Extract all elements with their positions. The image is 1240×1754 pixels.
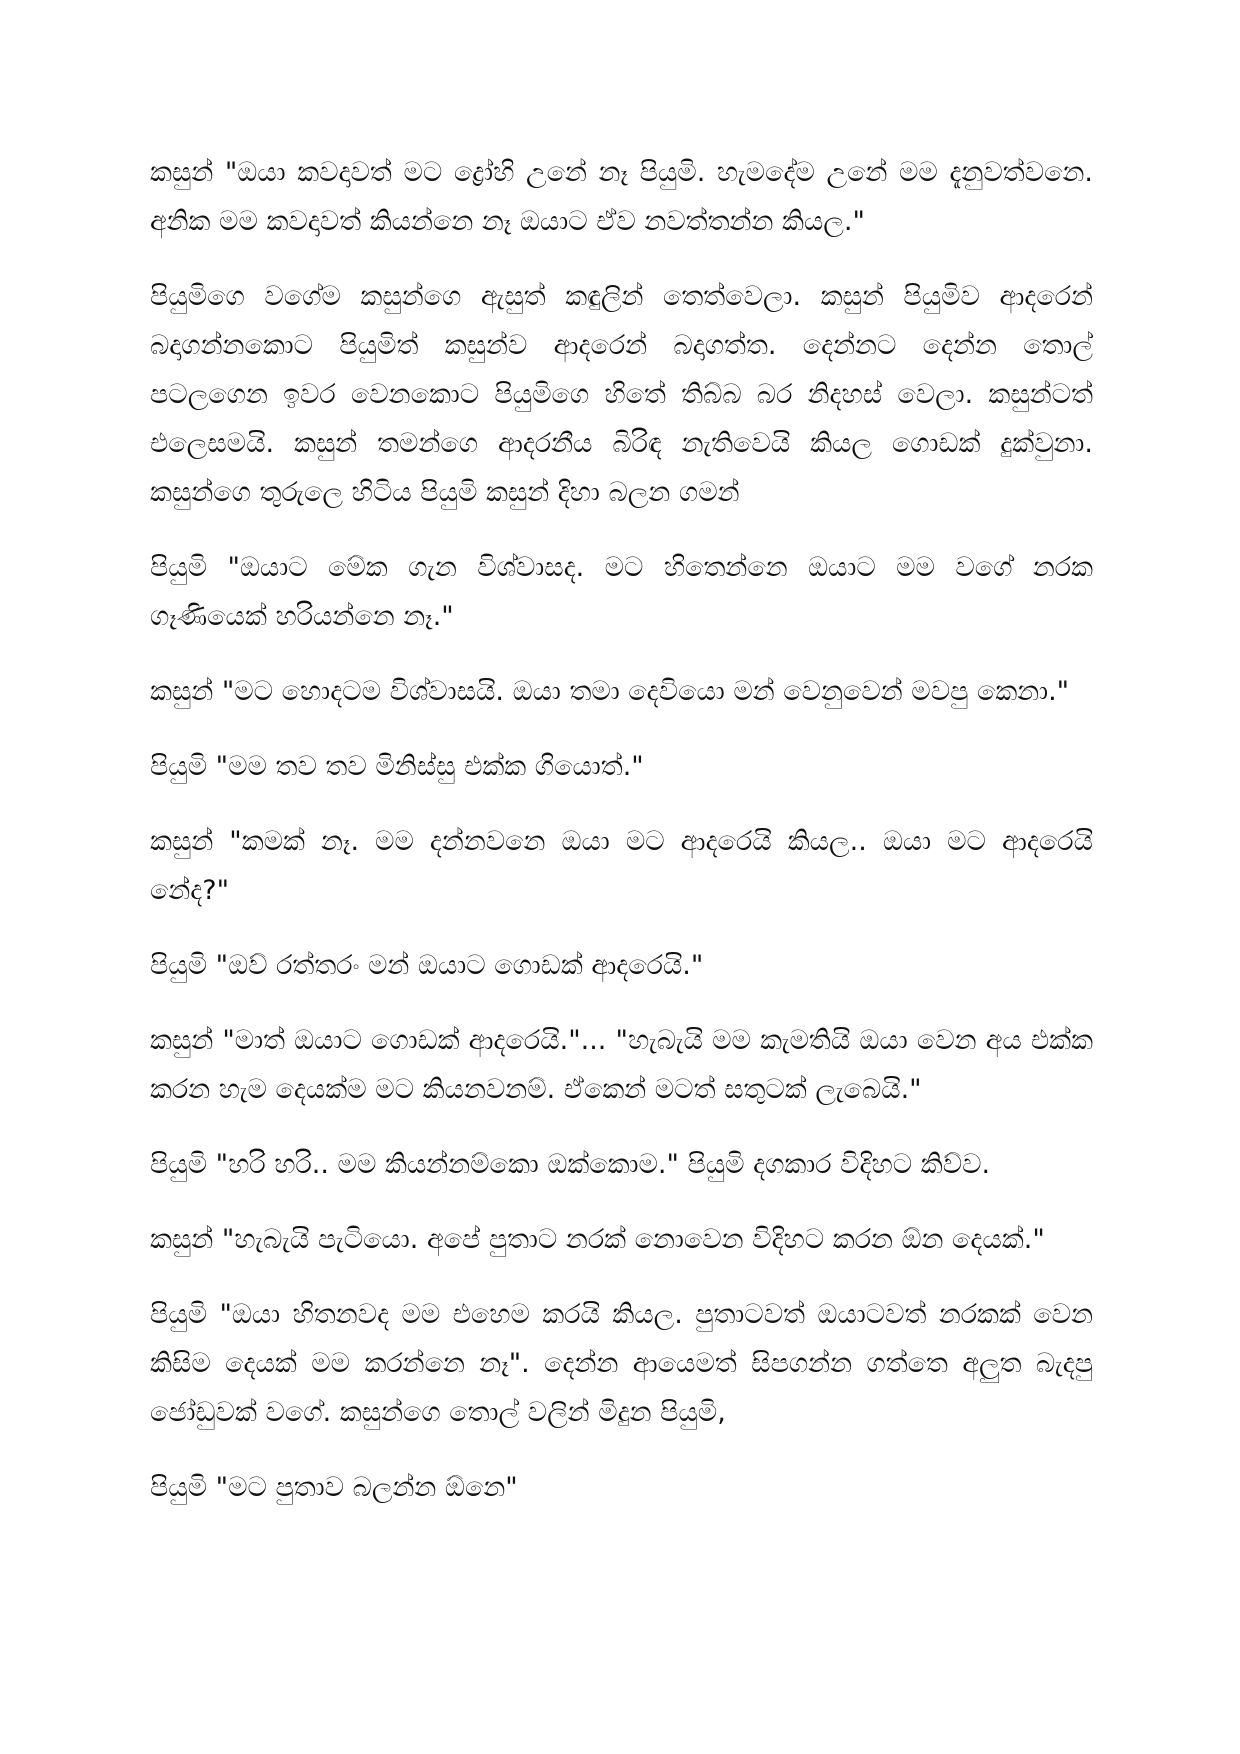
story-body	[150, 148, 1093, 1538]
paragraph: පියුමි "ඔයාට මේක ගැන විශ්වාසද. මට හිතෙන්නෙ ඔයාට මම වගේ නරක ගෑණියෙක් හරියන්නෙ නෑ."	[150, 552, 1093, 632]
paragraph: පියුමි "ඔව් රත්තරං මන් ඔයාට ගොඩක් ආදරෙයි."	[150, 950, 704, 981]
paragraph: කසුන් "ඔයා කවදාවත් මට ද්‍රෝහි උනේ නෑ පියුමි. හැමදේම උනේ මම දැනුවත්වනෙ. අනික මම කවදාවත් කියන්නෙ නෑ ඔයාට ඒව නවත්තන්න කියල."	[150, 157, 1093, 237]
paragraph: පියුමි "මට පුතාව බලන්න ඕනෙ"	[150, 1472, 518, 1503]
paragraph: පියුමිගෙ වගේම කසුන්ගෙ ඇසුත් කඳුලින් තෙත්වෙලා. කසුන් පියුමිව ආදරෙන් බදාගන්නකොට පියුමිත් කසුන්ව ආදරෙන් බදාගත්ත. දෙන්නට දෙන්න තොල් පටලගෙන ඉවර වෙනකොට පියුමිගෙ හිතේ තිබ්බ බර නිදහස් වෙලා. කසුන්ටත් එලෙසමයි. කසුන් තමන්ගෙ ආදරනීය බිරිඳ නැතිවෙයි කියල ගොඩක් දුක්වුනා. කසුන්ගෙ තුරුලෙ හිටිය පියුමි කසුන් දිහා බලන ගමන්	[150, 281, 1093, 508]
paragraph: පියුමි "ඔයා හිතනවද මම එහෙම කරයි කියල. පුතාටවත් ඔයාටවත් නරකක් වෙන කිසිම දෙයක් මම කරන්නෙ නෑ". දෙන්න ආයෙමත් සිපගන්න ගත්තෙ අලුත බැදපු ජෝඩුවක් වගේ. කසුන්ගෙ තොල් වලින් මිදුන පියුමි,	[150, 1299, 1093, 1428]
paragraph: කසුන් "කමක් නෑ. මම දන්නවනෙ ඔයා මට ආදරෙයි කියල.. ඔයා මට ආදරෙයි නේද?"	[150, 826, 1093, 906]
paragraph: කසුන් "මට හොදටම විශ්වාසයි. ඔයා තමා දෙවියො මන් වෙනුවෙන් මවපු කෙනා."	[150, 676, 1070, 707]
paragraph: පියුමි "මම තව තව මිනිස්සු එක්ක ගියොත්."	[150, 751, 644, 782]
paragraph: කසුන් "මාත් ඔයාට ගොඩක් ආදරෙයි."... "හැබැයි මම කැමතියි ඔයා වෙන අය එක්ක කරන හැම දෙයක්ම මට කියනවනම්. ඒකෙන් මටත් සතුටක් ලැබෙයි."	[150, 1025, 1093, 1105]
paragraph: පියුමි "හරි හරි.. මම කියන්නම්කො ඔක්කොම." පියුමි දගකාර විදිහට කිව්ව.	[150, 1149, 991, 1180]
paragraph: කසුන් "හැබැයි පැටියො. අපේ පුතාට නරක් නොවෙන විදිහට කරන ඕන දෙයක්."	[150, 1224, 1045, 1255]
